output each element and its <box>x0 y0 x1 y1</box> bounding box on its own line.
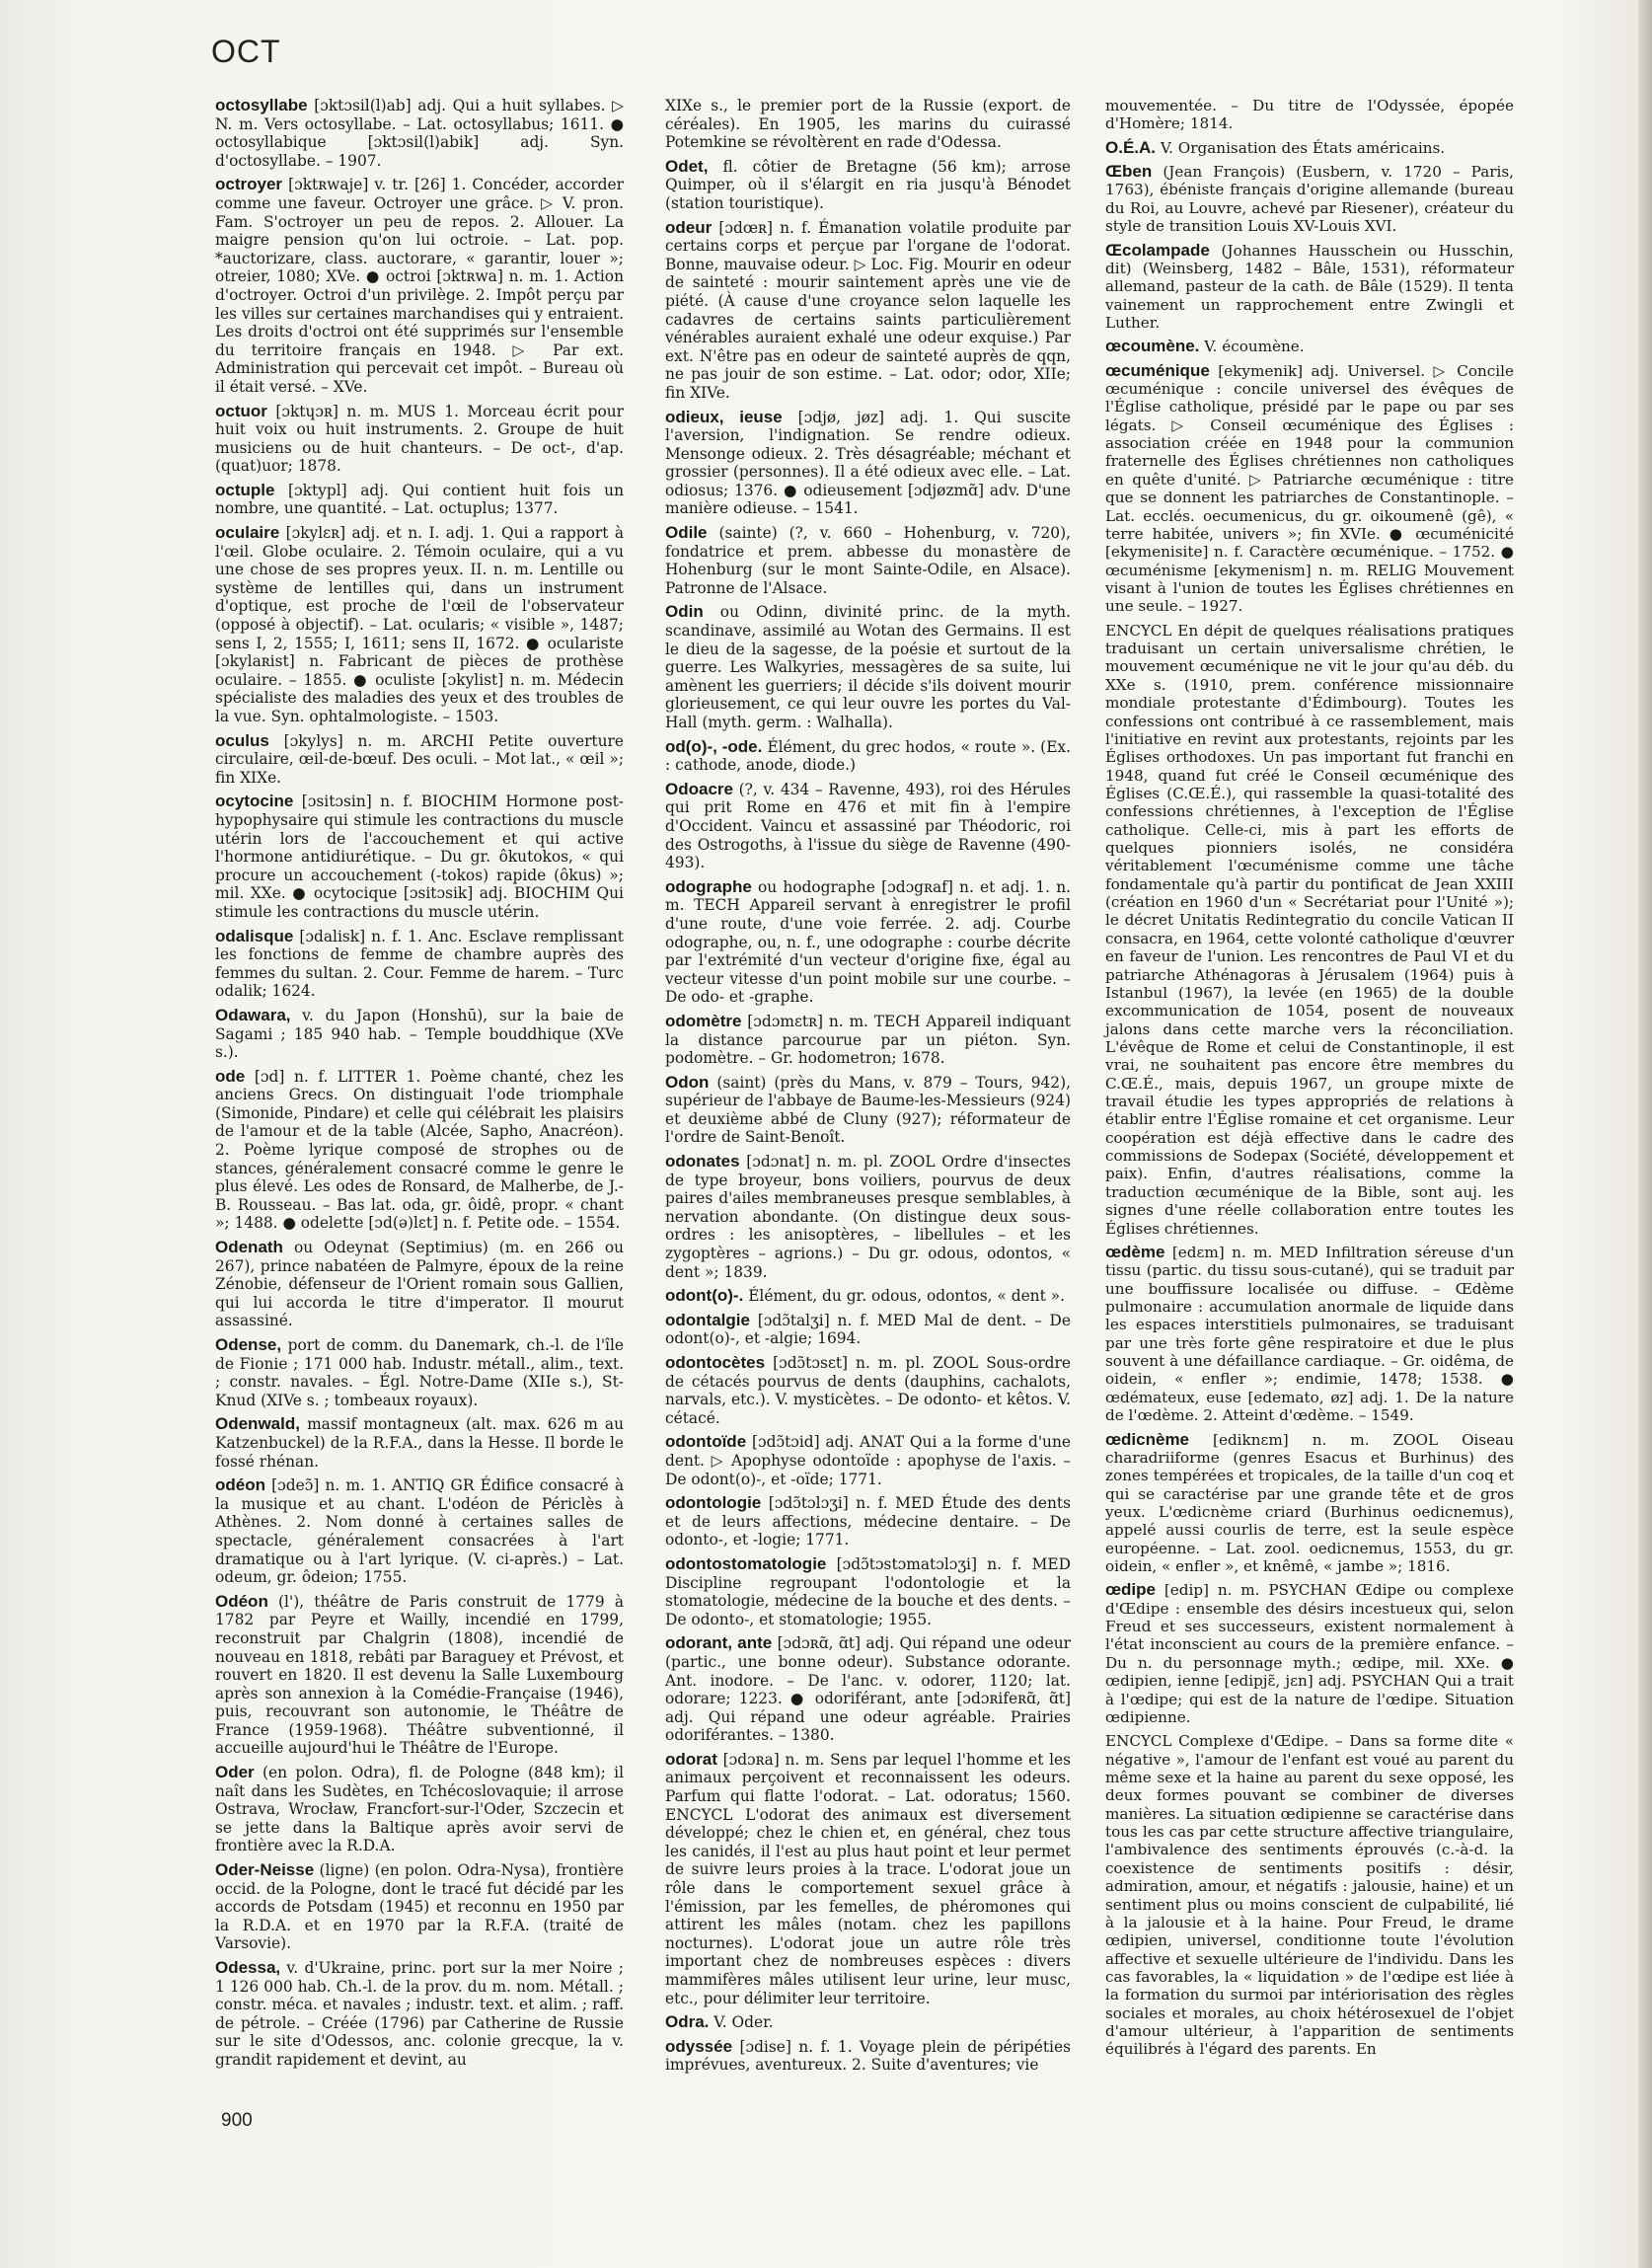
entry-definition: [ɔdeɔ̃] n. m. 1. ANTIQ GR Édifice consacré à la musique et au chant. L'odéon de Périclès à Athènes. 2. Nom donné à certaines salles de spectacle, généralement consacrées à l'art dramatique ou à l'art lyrique. (V. ci-après.) – Lat. odeum, gr. ôdeion; 1755. <box>215 1476 624 1587</box>
entry-definition: [ɔkylɛʀ] adj. et n. I. adj. 1. Qui a rapport à l'œil. Globe oculaire. 2. Témoin oculaire, qui a vu une chose de ses propres yeux. II. n. m. Lentille ou système de lentilles qui, dans un instrument d'optique, est proche de l'œil de l'observateur (opposé à objectif). – Lat. ocularis; « visible », 1487; sens I, 2, 1555; I, 1611; sens II, 1672. ● oculariste [ɔkylaʀist] n. Fabricant de pièces de prothèse oculaire. – 1855. ● oculiste [ɔkylist] n. m. Médecin spécialiste des maladies des yeux et des troubles de la vue. Syn. ophtalmologiste. – 1503. <box>215 524 624 725</box>
entry-headword: œdipe <box>1105 1580 1156 1600</box>
entry-definition: (Jean François) (Eusbern, v. 1720 – Paris, 1763), ébéniste français d'origine allemande (bureau du Roi, au Louvre, achevé par Riesener), créateur du style de transition Louis XV-Louis XVI. <box>1105 163 1514 236</box>
dictionary-entry <box>665 1494 1071 1550</box>
entry-definition: [ɔdɔʀa] n. m. Sens par lequel l'homme et les animaux perçoivent et reconnaissent les odeurs. Parfum qui flatte l'odorat. – Lat. odoratus; 1560. ENCYCL L'odorat des animaux est diversement développé; chez le chien et, en général, chez tous les canidés, il l'est au plus haut point et leur permet de suivre leurs proies à la trace. L'odorat joue un rôle dans le comportement sexuel grâce à l'émission, par les femelles, de phéromones qui attirent les mâles (notam. chez les papillons nocturnes). L'odorat joue un autre rôle très important chez de nombreuses espèces : divers mammifères mâles utilisent leur urine, leur musc, etc., pour délimiter leur territoire. <box>665 1750 1071 2007</box>
entry-definition: fl. côtier de Bretagne (56 km); arrose Quimper, où il s'élargit en ria jusqu'à Bénodet (station touristique). <box>665 157 1071 212</box>
entry-definition: ou Odinn, divinité princ. de la myth. scandinave, assimilé au Wotan des Germains. Il est le dieu de la sagesse, de la poésie et surtout de la guerre. Les Walkyries, messagères de sa suite, lui amènent les guerriers; il décide s'ils doivent mourir glorieusement, ce qui leur ouvre les portes du Val-Hall (myth. germ. : Walhalla). <box>665 603 1071 731</box>
dictionary-entry <box>665 409 1071 519</box>
page-edge-shadow <box>1638 0 1652 2268</box>
entry-headword: octroyer <box>215 175 283 194</box>
entry-headword: odontostomatologie <box>665 1553 827 1573</box>
entry-definition: ou hodographe [ɔdɔgʀaf] n. et adj. 1. n. m. TECH Appareil servant à enregistrer le profil d'une route, d'une voie ferrée. 2. adj. Courbe odographe, ou, n. f., une odographe : courbe décrite par l'extrémité d'un vecteur d'origine fixe, égal au vecteur vitesse d'un point mobile sur une courbe. – De odo- et -graphe. <box>665 877 1071 1007</box>
entry-headword: Odenath <box>215 1238 283 1257</box>
entry-definition: [ɔdise] n. f. 1. Voyage plein de péripéties imprévues, aventureux. 2. Suite d'aventures; vie <box>665 2037 1071 2075</box>
dictionary-entry <box>665 97 1071 152</box>
entry-headword: Œben <box>1105 162 1153 182</box>
entry-headword: odont(o)-. <box>665 1286 744 1306</box>
entry-definition: [ɔktʀwaje] v. tr. [26] 1. Concéder, accorder comme une faveur. Octroyer une grâce. ▷ V. pron. Fam. S'octroyer un peu de repos. 2. Allouer. La maigre pension qu'on lui octroie. – Lat. pop. *auctorizare, class. auctorare, « garantir, louer »; otreier, 1080; XVe. ● octroi [ɔktʀwa] n. m. 1. Action d'octroyer. Octroi d'un privilège. 2. Impôt perçu par les villes sur certaines marchandises qui y entraient. Les droits d'octroi ont été supprimés sur l'ensemble du territoire français en 1948. ▷ Par ext. Administration qui percevait cet impôt. – Bureau où il était versé. – XVe. <box>215 176 624 396</box>
dictionary-entry <box>215 1336 624 1409</box>
entry-headword: odomètre <box>665 1011 742 1030</box>
entry-definition: port de comm. du Danemark, ch.-l. de l'île de Fionie ; 171 000 hab. Industr. métall., alim., text. ; constr. navales. – Égl. Notre-Dame (XIIe s.), St-Knud (XIVe s. ; tombeaux royaux). <box>215 1336 624 1409</box>
entry-definition: [edip] n. m. PSYCHAN Œdipe ou complexe d'Œdipe : ensemble des désirs incestueux qui, selon Freud et ses successeurs, existent normalement à l'état inconscient au cours de la première enfance. – Du n. du personnage myth.; œdipe, mil. XXe. ● œdipien, ienne [edipjɛ̃, jɛn] adj. PSYCHAN Qui a trait à l'œdipe; qui est de la nature de l'œdipe. Situation œdipienne. <box>1105 1581 1514 1726</box>
entry-definition: [ɔdɔ̃tɔlɔʒi] n. f. MED Étude des dents et de leurs affections, médecine dentaire. – De odonto-, et -logie; 1771. <box>665 1494 1071 1550</box>
dictionary-entry <box>665 1433 1071 1488</box>
entry-definition: (en polon. Odra), fl. de Pologne (848 km); il naît dans les Sudètes, en Tchécoslovaquie; il arrose Ostrava, Wrocław, Francfort-sur-l'Oder, Szczecin et se jette dans la Baltique après avoir servi de frontière avec la R.D.A. <box>215 1764 624 1855</box>
entry-definition: [ɔdɔnat] n. m. pl. ZOOL Ordre d'insectes de type broyeur, bons voiliers, pourvus de deux paires d'ailes membraneuses presque semblables, à nervation abondante. (On distingue deux sous-ordres : les anisoptères, – libellules – et les zygoptères – agrions.) – Du gr. odous, odontos, « dent »; 1839. <box>665 1153 1071 1281</box>
entry-headword: octosyllabe <box>215 96 308 114</box>
column-2 <box>665 97 1071 2080</box>
dictionary-entry <box>665 524 1071 597</box>
entry-definition: ENCYCL En dépit de quelques réalisations pratiques traduisant un certain universalisme chrétien, le mouvement œcuménique ne vit le jour qu'au déb. du XXe s. (1910, prem. conférence missionnaire mondiale protestante d'Édimbourg). Toutes les confessions ont contribué à ce rassemblement, mais l'initiative en revint aux protestants, rejoints par les Églises orthodoxes. Un pas important fut franchi en 1948, quand fut créé le Conseil œcuménique des Églises (C.Œ.É.), qui rassemble la quasi-totalité des confessions chrétiennes, à l'exception de l'Église catholique. Celle-ci, mis à part les efforts de quelques pionniers isolés, ne considéra véritablement l'œcuménisme comme une tâche fondamentale qu'à partir du pontificat de Jean XXIII (création en 1960 d'un « Secrétariat pour l'Unité »); le décret Unitatis Redintegratio du concile Vatican II consacra, en 1964, cette volonté catholique d'œuvrer en faveur de l'union. Les rencontres de Paul VI et du patriarche Athénagoras à Jérusalem (1964) puis à Istanbul (1967), la levée (en 1965) de la double excommunication de 1054, posent de nouveaux jalons dans cette marche vers la réconciliation. L'évêque de Rome et celui de Constantinople, il est vrai, ne souhaitent pas encore être membres du C.Œ.É., mais, depuis 1967, un groupe mixte de travail étudie les types appropriés de relations à établir entre l'Église romaine et cet organisme. Leur coopération est déjà effective dans le cadre des commissions de Sodepax (Société, développement et paix). Enfin, d'autres réalisations, comme la traduction œcuménique de la Bible, sont auj. les signes d'une réelle collaboration entre toutes les Églises chrétiennes. <box>1105 621 1514 1238</box>
entry-definition: [ɔdɔmɛtʀ] n. m. TECH Appareil indiquant la distance parcourue par un piéton. Syn. podomètre. – Gr. hodometron; 1678. <box>665 1012 1071 1068</box>
dictionary-entry <box>215 1007 624 1062</box>
dictionary-entry <box>215 403 624 476</box>
entry-headword: odorant, ante <box>665 1633 773 1653</box>
entry-headword: ocytocine <box>215 792 294 811</box>
dictionary-entry <box>1105 622 1514 1238</box>
entry-definition: [ɔdjø, jøz] adj. 1. Qui suscite l'aversion, l'indignation. Se rendre odieux. Mensonge odieux. 2. Très désagréable; méchant et grossier (personnes). Il a été odieux avec elle. – Lat. odiosus; 1376. ● odieusement [ɔdjøzmɑ̃] adv. D'une manière odieuse. – 1541. <box>665 408 1071 518</box>
entry-definition: massif montagneux (alt. max. 626 m au Katzenbuckel) de la R.F.A., dans la Hesse. Il borde le fossé rhénan. <box>215 1415 624 1471</box>
dictionary-entry <box>215 1239 624 1330</box>
entry-definition: Élément, du grec hodos, « route ». (Ex. : cathode, anode, diode.) <box>665 737 1071 775</box>
entry-definition: (Johannes Hausschein ou Husschin, dit) (Weinsberg, 1482 – Bâle, 1531), réformateur allemand, pasteur de la cath. de Bâle (1529). Il tenta vainement un rapprochement entre Zwingli et Luther. <box>1105 241 1514 332</box>
entry-definition: ou Odeynat (Septimius) (m. en 266 ou 267), prince nabatéen de Palmyre, époux de la reine Zénobie, défenseur de l'Orient romain sous Gallien, qui lui accorda le titre d'imperator. Il mourut assassiné. <box>215 1239 624 1330</box>
dictionary-entry <box>215 928 624 1001</box>
dictionary-entry <box>665 1555 1071 1628</box>
entry-headword: Oder-Neisse <box>215 1860 315 1880</box>
dictionary-entry <box>1105 163 1514 235</box>
dictionary-entry <box>665 603 1071 731</box>
entry-headword: œdicnème <box>1105 1429 1190 1449</box>
entry-definition: (sainte) (?, v. 660 – Hohenburg, v. 720), fondatrice et prem. abbesse du monastère de Hohenburg (sur le mont Sainte-Odile, en Alsace). Patronne de l'Alsace. <box>665 524 1071 597</box>
entry-definition: v. du Japon (Honshū), sur la baie de Sagami ; 185 940 hab. – Temple bouddhique (XVe s.). <box>215 1006 624 1062</box>
entry-headword: octuple <box>215 480 275 499</box>
dictionary-entry <box>665 1013 1071 1068</box>
entry-headword: œcuménique <box>1105 360 1210 380</box>
dictionary-entry <box>665 781 1071 872</box>
entry-definition: [ɔdɔʀɑ̃, ɑ̃t] adj. Qui répand une odeur (partic., une bonne odeur). Substance odorante. Ant. inodore. – De l'anc. v. odorer, 1120; lat. odorare; 1223. ● odoriférant, ante [ɔdɔʀifeʀɑ̃, ɑ̃t] adj. Qui répand une odeur agréable. Prairies odoriférantes. – 1380. <box>665 1634 1072 1745</box>
dictionary-entry <box>1105 1581 1514 1726</box>
entry-definition: ENCYCL Complexe d'Œdipe. – Dans sa forme dite « négative », l'amour de l'enfant est voué au parent du même sexe et la haine au parent du sexe opposé, les deux formes pouvant se combiner de diverses manières. La situation œdipienne se caractérise dans tous les cas par cette structure affective triangulaire, l'ambivalence des sentiments éprouvés (c.-à-d. la coexistence de sentiments positifs : désir, admiration, amour, et négatifs : jalousie, haine) et un sentiment plus ou moins conscient de culpabilité, lié à la jalousie et à la haine. Pour Freud, le drame œdipien, universel, conditionne toute l'évolution affective et sexuelle ultérieure de l'individu. Dans les cas favorables, la « liquidation » de l'œdipe est liée à la formation du surmoi par intériorisation des règles sociales et morales, au choix hétérosexuel de l'objet d'amour ultérieur, à l'apparition de sentiments équilibrés à l'égard des parents. En <box>1105 1732 1514 2059</box>
entry-headword: Oder <box>215 1763 255 1782</box>
dictionary-entry <box>665 2013 1071 2032</box>
dictionary-entry <box>215 482 624 518</box>
entry-definition: [ediknɛm] n. m. ZOOL Oiseau charadriiforme (genres Esacus et Burhinus) des zones tempérées et tropicales, de la taille d'un coq et qui se caractérise par une grande tête et de gros yeux. L'œdicnème criard (Burhinus oedicnemus), appelé aussi courlis de terre, est la seule espèce européenne. – Lat. zool. oedicnemus, 1553, du gr. oidein, « enfler », et knêmê, « jambe »; 1816. <box>1105 1430 1514 1576</box>
dictionary-entry <box>665 1312 1071 1348</box>
column-3 <box>1105 97 1514 2065</box>
entry-headword: Odenwald, <box>215 1414 300 1434</box>
entry-definition: (?, v. 434 – Ravenne, 493), roi des Hérules qui prit Rome en 476 et mit fin à l'empire d'Occident. Vaincu et assassiné par Théodoric, roi des Ostrogoths, à l'issue du siège de Ravenne (490-493). <box>665 780 1071 872</box>
entry-headword: Odoacre <box>665 779 733 798</box>
dictionary-entry <box>665 158 1071 213</box>
dictionary-entry <box>1105 139 1514 157</box>
entry-headword: Odet, <box>665 156 709 176</box>
entry-headword: oculaire <box>215 523 280 543</box>
entry-headword: odorat <box>665 1749 717 1769</box>
entry-headword: Odin <box>665 602 704 622</box>
dictionary-entry <box>665 878 1071 1007</box>
entry-headword: œdème <box>1105 1242 1165 1261</box>
entry-headword: O.É.A. <box>1105 137 1157 157</box>
entry-headword: odontologie <box>665 1493 762 1513</box>
dictionary-entry <box>1105 338 1514 355</box>
dictionary-entry <box>215 1068 624 1233</box>
entry-definition: Élément, du gr. odous, odontos, « dent ». <box>743 1287 1065 1306</box>
dictionary-entry <box>665 1074 1071 1147</box>
dictionary-entry <box>215 524 624 726</box>
entry-definition: [ɔktɔsil(l)ab] adj. Qui a huit syllabes. ▷ N. m. Vers octosyllabe. – Lat. octosyllabus; 1611. ● octosyllabique [ɔktɔsil(l)abik] adj. Syn. d'octosyllabe. – 1907. <box>215 97 624 170</box>
dictionary-entry <box>215 176 624 396</box>
entry-headword: odalisque <box>215 926 294 945</box>
page-number: 900 <box>221 2110 253 2131</box>
entry-headword: œcoumène. <box>1105 337 1200 356</box>
entry-headword: odeur <box>665 217 713 237</box>
entry-definition: [ɔdalisk] n. f. 1. Anc. Esclave remplissant les fonctions de femme de chambre auprès des femmes du sultan. 2. Cour. Femme de harem. – Turc odalik; 1624. <box>215 927 624 1001</box>
entry-headword: odographe <box>665 876 752 896</box>
entry-headword: oculus <box>215 730 269 750</box>
dictionary-entry <box>665 1634 1071 1745</box>
dictionary-entry <box>665 1751 1071 2007</box>
dictionary-entry <box>1105 1732 1514 2058</box>
entry-headword: Odon <box>665 1072 710 1092</box>
dictionary-entry <box>1105 1431 1514 1576</box>
entry-headword: Odile <box>665 523 708 543</box>
dictionary-entry <box>665 1354 1071 1427</box>
dictionary-entry <box>665 2038 1071 2075</box>
dictionary-entry <box>215 1764 624 1855</box>
entry-headword: odontocètes <box>665 1353 766 1372</box>
entry-definition: v. d'Ukraine, princ. port sur la mer Noire ; 1 126 000 hab. Ch.-l. de la prov. du m. nom. Métall. ; constr. méca. et navales ; industr. text. et alim. ; raff. de pétrole. – Créée (1796) par Catherine de Russie sur le site d'Odessos, anc. colonie grecque, la v. grandit rapidement et devint, au <box>215 1959 624 2069</box>
entry-definition: [ɔdɔ̃tɔstɔmatɔlɔʒi] n. f. MED Discipline regroupant l'odontologie et la stomatologie, médecine de la bouche et des dents. – De odonto-, et stomatologie; 1955. <box>665 1554 1071 1628</box>
entry-headword: Odessa, <box>215 1958 281 1977</box>
entry-definition: [ɔd] n. f. LITTER 1. Poème chanté, chez les anciens Grecs. On distinguait l'ode triomphale (Simonide, Pindare) et celle qui célébrait les plaisirs de l'amour et de la table (Alcée, Sapho, Anacréon). 2. Poème lyrique composé de strophes ou de stances, généralement consacré comme le genre le plus élevé. Les odes de Ronsard, de Malherbe, de J.-B. Rousseau. – Bas lat. oda, gr. ôidê, propr. « chant »; 1488. ● odelette [ɔd(ə)lɛt] n. f. Petite ode. – 1554. <box>215 1067 624 1233</box>
entry-definition: [ekymenik] adj. Universel. ▷ Concile œcuménique : concile universel des évêques de l'Église catholique, présidé par le pape ou par ses légats. ▷ Conseil œcuménique des Églises : association créée en 1948 pour la communion fraternelle des Églises chrétiennes non catholiques en quête d'unité. ▷ Patriarche œcuménique : titre que se donnent les patriarches de Constantinople. – Lat. ecclés. oecumenicus, du gr. oikoumenê (gê), « terre habitée, univers »; fin XVIe. ● œcuménicité [ekymenisite] n. f. Caractère œcuménique. – 1752. ● œcuménisme [ekymenism] n. m. RELIG Mouvement visant à l'union de toutes les Églises chrétiennes en une seule. – 1927. <box>1105 361 1514 616</box>
entry-headword: octuor <box>215 401 267 420</box>
entry-definition: [ɔdɔ̃tɔid] adj. ANAT Qui a la forme d'une dent. ▷ Apophyse odontoïde : apophyse de l'axis. – De odont(o)-, et -oïde; 1771. <box>665 1433 1071 1488</box>
entry-definition: (saint) (près du Mans, v. 879 – Tours, 942), supérieur de l'abbaye de Baume-les-Messieurs (924) et deuxième abbé de Cluny (927); réformateur de l'ordre de Saint-Benoît. <box>665 1073 1071 1147</box>
entry-definition: (ligne) (en polon. Odra-Nysa), frontière occid. de la Pologne, dont le tracé fut décidé par les accords de Potsdam (1945) et reconnu en 1950 par la R.D.A. et en 1970 par la R.F.A. (traité de Varsovie). <box>215 1861 624 1953</box>
entry-definition: [ɔsitɔsin] n. f. BIOCHIM Hormone post-hypophysaire qui stimule les contractions du muscle utérin lors de l'accouchement et qui active l'hormone antidiurétique. – Du gr. ôkutokos, « qui procure un accouchement (-tokos) rapide (ôkus) »; mil. XXe. ● ocytocique [ɔsitɔsik] adj. BIOCHIM Qui stimule les contractions du muscle utérin. <box>215 793 624 921</box>
dictionary-entry <box>215 1861 624 1953</box>
dictionary-entry <box>1105 242 1514 333</box>
dictionary-entry <box>1105 97 1514 133</box>
entry-definition: mouvementée. – Du titre de l'Odyssée, épopée d'Homère; 1814. <box>1105 97 1514 133</box>
entry-definition: (l'), théâtre de Paris construit de 1779 à 1782 par Peyre et Wailly, incendié en 1799, reconstruit par Chalgrin (1808), incendié de nouveau en 1818, rebâti par Baraguey et Prévost, et rouvert en 1820. Il est devenu la Salle Luxembourg après son annexion à la Comédie-Française (1946), puis, recouvrant son autonomie, le Théâtre de France (1959-1968). Théâtre subventionné, il accueille aujourd'hui le Théâtre de l'Europe. <box>215 1592 624 1758</box>
entry-definition: [ɔdœʀ] n. f. Émanation volatile produite par certains corps et perçue par l'organe de l'odorat. Bonne, mauvaise odeur. ▷ Loc. Fig. Mourir en odeur de sainteté : mourir saintement après une vie de piété. (À cause d'une croyance selon laquelle les cadavres de certains saints particulièrement vénérables auraient exhalé une odeur exquise.) Par ext. N'être pas en odeur de sainteté auprès de qqn, ne pas jouir de son estime. – Lat. odor; odor, XIIe; fin XIVe. <box>665 218 1071 402</box>
entry-headword: Œcolampade <box>1105 240 1210 260</box>
entry-headword: odontoïde <box>665 1432 747 1452</box>
entry-headword: odieux, ieuse <box>665 407 783 426</box>
entry-headword: odéon <box>215 1475 265 1495</box>
dictionary-entry <box>215 1415 624 1471</box>
entry-definition: [ɔktɥɔʀ] n. m. MUS 1. Morceau écrit pour huit voix ou huit instruments. 2. Groupe de huit musiciens ou de huit chanteurs. – De oct-, d'ap. (quat)uor; 1878. <box>215 402 624 476</box>
dictionary-entry <box>215 732 624 788</box>
dictionary-entry <box>665 738 1071 775</box>
entry-definition: V. Organisation des États américains. <box>1156 138 1446 157</box>
entry-headword: ode <box>215 1066 246 1086</box>
dictionary-entry <box>665 219 1071 403</box>
entry-definition: XIXe s., le premier port de la Russie (export. de céréales). En 1905, les marins du cuirassé Potemkine se révoltèrent en rade d'Odessa. <box>665 97 1071 152</box>
column-1 <box>215 97 624 2076</box>
entry-headword: od(o)-, -ode. <box>665 736 763 756</box>
dictionary-entry <box>1105 362 1514 616</box>
dictionary-entry <box>215 793 624 921</box>
entry-headword: odonates <box>665 1152 740 1172</box>
dictionary-entry <box>215 97 624 170</box>
dictionary-entry <box>215 1593 624 1758</box>
entry-definition: V. Oder. <box>709 2013 774 2032</box>
dictionary-entry <box>1105 1244 1514 1425</box>
entry-definition: [ɔktypl] adj. Qui contient huit fois un nombre, une quantité. – Lat. octuplus; 1377. <box>215 481 624 518</box>
entry-definition: V. écoumène. <box>1199 338 1305 356</box>
entry-headword: Odra. <box>665 2012 710 2032</box>
entry-headword: Odense, <box>215 1335 282 1354</box>
entry-headword: odontalgie <box>665 1310 750 1329</box>
entry-headword: odyssée <box>665 2036 733 2056</box>
dictionary-entry <box>215 1959 624 2070</box>
entry-headword: Odawara, <box>215 1005 291 1024</box>
entry-headword: Odéon <box>215 1591 268 1611</box>
entry-definition: [ɔdɔ̃tɔsɛt] n. m. pl. ZOOL Sous-ordre de cétacés pourvus de dents (dauphins, cachalots, narvals, etc.). V. mysticètes. – De odonto- et kêtos. V. cétacé. <box>665 1354 1071 1427</box>
dictionary-entry <box>665 1153 1071 1281</box>
entry-definition: [edɛm] n. m. MED Infiltration séreuse d'un tissu (partic. du tissu sous-cutané), qui se traduit par une bouffissure localisée ou diffuse. – Œdème pulmonaire : accumulation anormale de liquide dans les espaces interstitiels pulmonaires, se traduisant par une très forte gêne respiratoire et due le plus souvent à une défaillance cardiaque. – Gr. oidêma, de oidein, « enfler »; endimie, 1478; 1538. ● œdémateux, euse [edemato, øz] adj. 1. De la nature de l'œdème. 2. Atteint d'œdème. – 1549. <box>1105 1243 1514 1425</box>
running-head: OCT <box>211 34 281 69</box>
dictionary-entry <box>215 1476 624 1587</box>
entry-definition: [ɔdɔ̃talʒi] n. f. MED Mal de dent. – De odont(o)-, et -algie; 1694. <box>665 1311 1071 1348</box>
entry-definition: [ɔkylys] n. m. ARCHI Petite ouverture circulaire, œil-de-bœuf. Des oculi. – Mot lat., « œil »; fin XIXe. <box>215 731 624 787</box>
dictionary-entry <box>665 1287 1071 1306</box>
